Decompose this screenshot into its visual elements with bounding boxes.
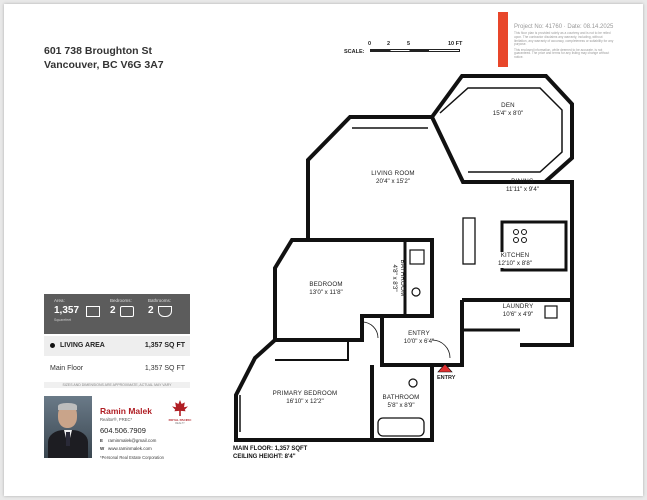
logo-subtext: REALTY bbox=[175, 422, 185, 425]
web-text: www.raminmalek.com bbox=[108, 446, 152, 451]
closet bbox=[275, 340, 348, 360]
stat-area-label: Area: bbox=[54, 298, 65, 303]
email-text: raminmalek@gmail.com bbox=[108, 438, 157, 443]
stove-burner bbox=[514, 238, 519, 243]
den-wall bbox=[432, 76, 572, 182]
toilet bbox=[412, 288, 420, 296]
room-dining: DINING 11'11" x 9'4" bbox=[505, 178, 539, 193]
sink bbox=[410, 250, 424, 264]
stat-area-unit: Squarefeet bbox=[54, 318, 72, 322]
floor-summary bbox=[233, 445, 307, 461]
kitchen-island bbox=[463, 218, 475, 264]
stat-bedrooms-value: 2 bbox=[110, 305, 116, 316]
door-swing bbox=[362, 322, 378, 338]
agent-phone[interactable]: 604.506.7909 bbox=[100, 426, 146, 435]
main-floor-value: 1,357 SQ FT bbox=[144, 365, 185, 372]
stat-bathrooms-label: Bathrooms: bbox=[148, 298, 172, 303]
room-den: DEN 15'4" x 8'0" bbox=[492, 102, 524, 117]
disclaimer-paragraph: This enclosed information, while deemed to be accurate, is not guaranteed. The price and terms for any listing may change without notice. bbox=[514, 47, 610, 60]
address-line-1: 601 738 Broughton St bbox=[44, 45, 152, 57]
agent-corp: *Personal Real Estate Corporation bbox=[100, 455, 165, 460]
floor-summary-area: MAIN FLOOR: 1,357 SQFT bbox=[233, 446, 308, 452]
room-kitchen: KITCHEN 12'10" x 8'8" bbox=[490, 252, 540, 268]
living-area-value: 1,357 SQ FT bbox=[144, 342, 185, 349]
scale-tick: 2 bbox=[387, 41, 391, 47]
scale-tick: 10 FT bbox=[448, 41, 463, 47]
brand-tab-label: RealtyNest bbox=[489, 26, 496, 52]
agent-title: Realtor®, PREC* bbox=[100, 417, 133, 422]
approximate-note: SIZES AND DIMENSIONS ARE APPROXIMATE, ACTUAL MAY VARY bbox=[44, 382, 190, 388]
living-area-label: LIVING AREA bbox=[60, 342, 105, 349]
room-bathroom-2: BATHROOM 5'8" x 8'9" bbox=[382, 394, 420, 409]
scale-tick: 5 bbox=[407, 41, 411, 47]
stove-burner bbox=[522, 238, 527, 243]
project-info: Project No: 41760 · Date: 08.14.2025 bbox=[514, 24, 614, 30]
agent-name: Ramin Malek bbox=[100, 406, 152, 416]
bathtub bbox=[378, 418, 424, 436]
stat-bathrooms-value: 2 bbox=[148, 305, 154, 316]
scale-label: SCALE: bbox=[344, 49, 365, 55]
web-prefix: W bbox=[100, 446, 105, 451]
room-living: LIVING ROOM 20'4" x 15'2" bbox=[371, 170, 415, 185]
room-bedroom: BEDROOM 13'0" x 11'8" bbox=[309, 281, 343, 296]
disclaimer-paragraph: This floor plan is provided solely as a courtesy and is not to be relied upon. The contractor disclaims any warranty, including, without limitation, any warranty of accuracy, completeness or suitability for any purpose. bbox=[514, 31, 614, 47]
room-bathroom-1: BATHROOM 4'8" x 8'3" bbox=[391, 259, 406, 297]
stat-bedrooms-label: Bedrooms: bbox=[110, 298, 132, 303]
stat-area-value: 1,357 bbox=[54, 305, 80, 316]
floor-summary-ceiling: CEILING HEIGHT: 8'4" bbox=[233, 454, 296, 460]
scale-tick: 0 bbox=[368, 41, 372, 47]
stove-burner bbox=[522, 230, 527, 235]
room-entry: ENTRY 10'0" x 6'4" bbox=[403, 330, 435, 345]
address-line-2: Vancouver, BC V6G 3A7 bbox=[44, 59, 164, 71]
room-laundry: LAUNDRY 10'6" x 4'9" bbox=[502, 303, 534, 318]
room-primary-bedroom: PRIMARY BEDROOM 16'10" x 12'2" bbox=[272, 390, 338, 405]
den-window bbox=[440, 88, 562, 172]
east-wall bbox=[545, 182, 572, 300]
entry-marker-label: ENTRY bbox=[437, 375, 456, 381]
washer bbox=[545, 306, 557, 318]
email-prefix: E bbox=[100, 438, 104, 443]
main-floor-label: Main Floor bbox=[50, 365, 84, 372]
toilet bbox=[409, 379, 417, 387]
logo-text: ROYAL PACIFIC bbox=[168, 418, 192, 422]
stove-burner bbox=[514, 230, 519, 235]
